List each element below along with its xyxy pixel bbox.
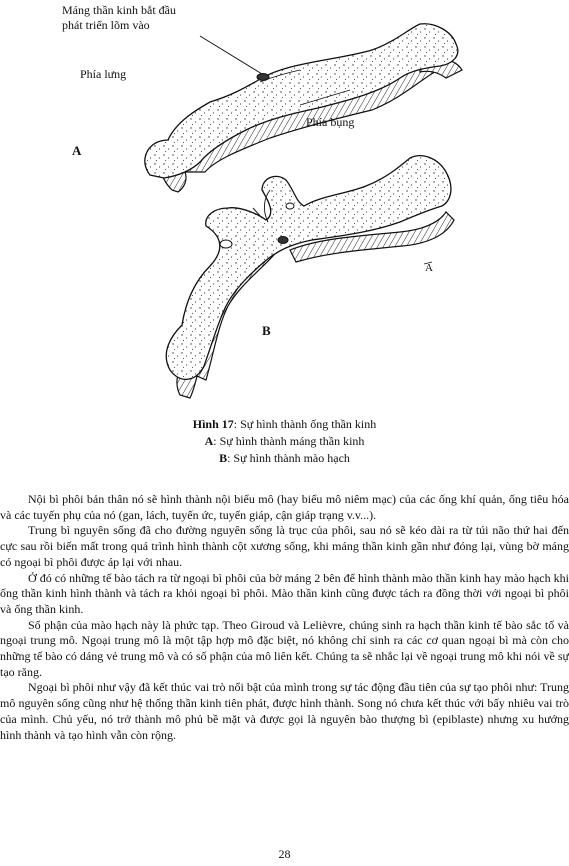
panel-b-drawing [166, 156, 454, 398]
paragraph: Trung bì nguyên sống đã cho đường nguyên sống là trục của phôi, sau nó sẽ kéo dài ra từ túi não thứ hai đến cực sau rồi biến mất trong quá trình hình thành cột xương sống, khi máng thần kinh gần như đóng lại, vùng bờ máng có ngoại bì phôi được áp lại với nhau. [0, 523, 569, 569]
caption-title-bold: Hình 17 [192, 417, 234, 431]
paragraph: Nội bì phôi bản thân nó sẽ hình thành nội biểu mô (hay biểu mô niêm mạc) của các ống khí quản, ống tiêu hóa và các tuyến phụ của nó (gan, lách, tuyến ức, tuyến giáp, cận giáp trạng v.v...). [0, 492, 569, 522]
caption-b-bold: B [219, 451, 228, 465]
paragraph: Số phận của mào hạch này là phức tạp. Theo Giroud và Lelièvre, chúng sinh ra hạch thần kinh tế bào sắc tố và ngoại trung mô. Ngoại trung mô là một tập hợp mô đặc biệt, nó không chỉ sinh ra các cơ quan ngoại bì mà còn cho những tế bào có dáng vẻ trung mô và có số phận của mô liên kết. Chúng ta sẽ nhắc lại về ngoại trung mô khi nói về sự tạo răng. [0, 617, 569, 679]
caption-title-rest: : Sự hình thành ống thần kinh [233, 417, 377, 431]
caption-a-bold: A [204, 434, 214, 448]
dorsal-side-label: Phía lưng [80, 67, 127, 81]
ventral-side-label: Phía bụng [306, 115, 355, 129]
figure-caption-a [0, 433, 569, 449]
paragraph: Ở đó có những tế bào tách ra từ ngoại bì phôi của bờ máng 2 bên để hình thành mào thần kinh hay mào hạch khi ống thần kinh hình thành và tách ra khỏi ngoại bì phôi. Mào thần kinh cũng được tách ra đồng thời với ngoại bì phôi và ống thần kinh. [0, 570, 569, 616]
figure-drawing [0, 0, 569, 405]
panel-b-letter: B [262, 323, 271, 338]
neural-groove-label-line2: phát triển lõm vào [62, 18, 150, 32]
neural-groove-label-line1: Máng thần kinh bắt đầu [62, 3, 176, 17]
paragraph: Ngoại bì phôi như vậy đã kết thúc vai trò nổi bật của mình trong sự tác động đầu tiên của sự tạo phôi như: Trung mô nguyên sống cũng như hệ thống thần kinh tiên phát, được hình thành. Song nó chưa kết thúc với bấy nhiêu vai trò của mình. Chủ yếu, nó trở thành mô phủ bề mặt và được gọi là nguyên bào thượng bì (epiblaste) nhưng xu hướng hình thành và tạo hình vẫn còn rộng. [0, 680, 569, 742]
neural-tube-figure [0, 0, 569, 405]
figure-caption-b [0, 450, 569, 466]
body-text [0, 492, 569, 743]
figure-caption-title [0, 416, 569, 432]
panel-a-small-mark: A [425, 262, 433, 274]
page-number: 28 [278, 847, 291, 861]
caption-b-rest: : Sự hình thành mào hạch [227, 451, 350, 465]
panel-a-letter: A [72, 143, 82, 158]
caption-a-rest: : Sự hình thành máng thần kinh [213, 434, 365, 448]
